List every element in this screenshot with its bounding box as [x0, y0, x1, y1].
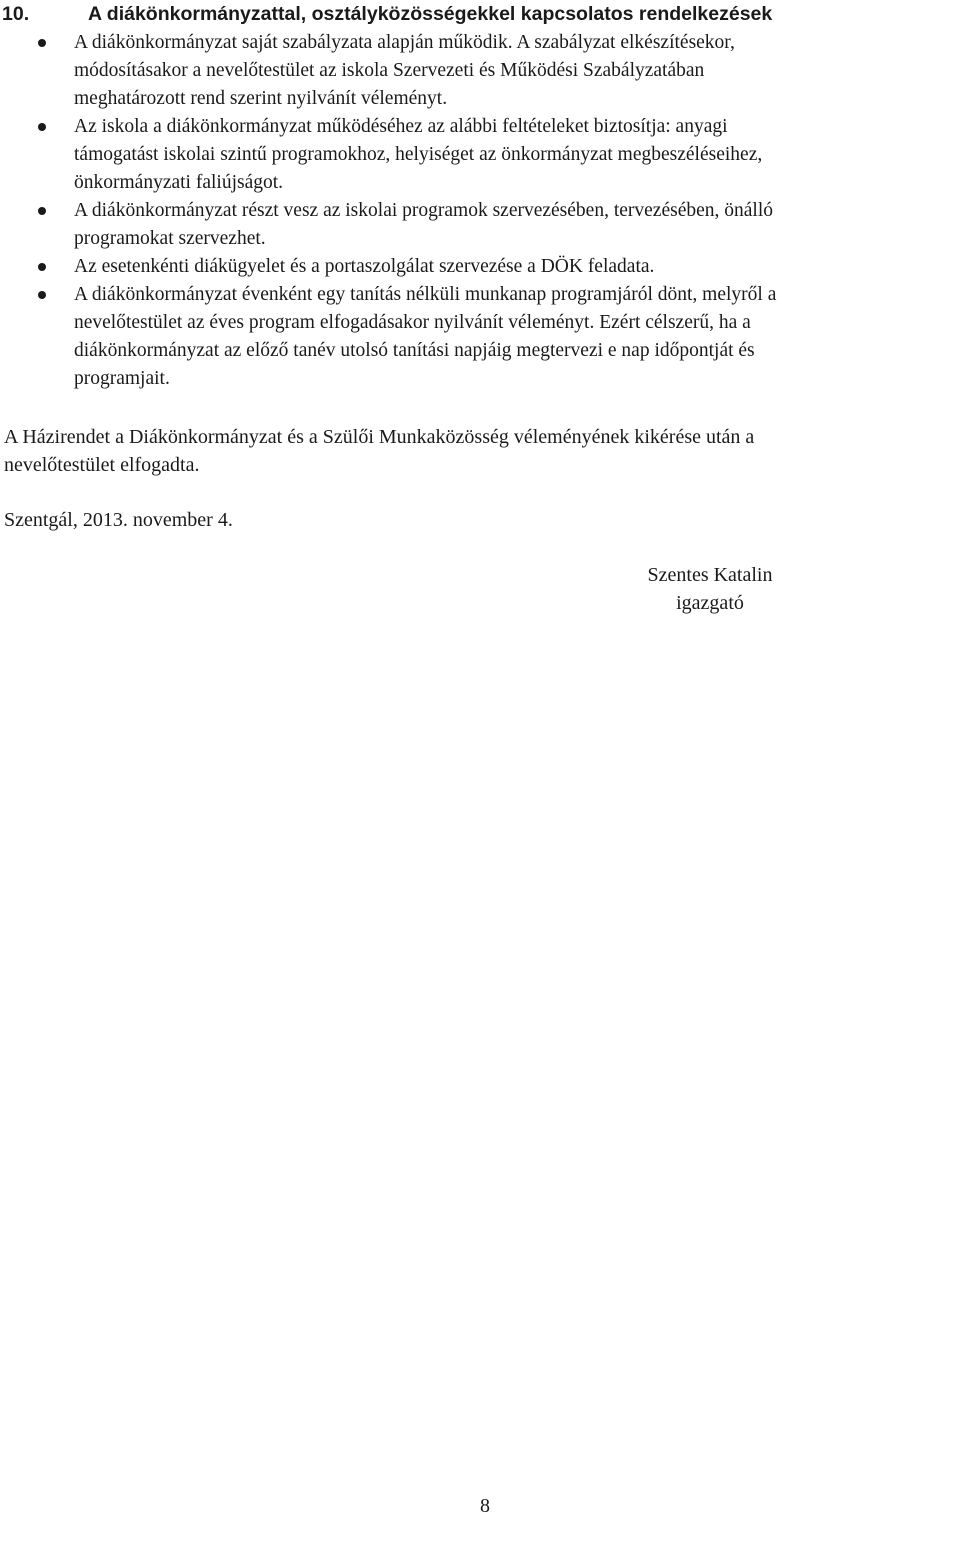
text-line: nevelőtestület az éves program elfogadásakor nyilvánít véleményt. Ezért célszerű, ha a — [74, 312, 751, 333]
list-item — [0, 113, 960, 197]
closing-paragraph — [4, 423, 754, 479]
text-line: Az esetenkénti diákügyelet és a portaszolgálat szervezése a DÖK feladata. — [74, 256, 655, 277]
text-line: A Házirendet a Diákönkormányzat és a Szülői Munkaközösség véleményének kikérése után a — [4, 426, 755, 448]
list-item — [0, 197, 960, 253]
bullet-icon — [38, 291, 46, 299]
list-item — [0, 29, 960, 113]
section-number: 10. — [2, 3, 30, 25]
text-line: meghatározott rend szerint nyilvánít véleményt. — [74, 88, 448, 109]
list-item — [0, 253, 960, 281]
signatory-role: igazgató — [676, 592, 744, 614]
text-line: módosításakor a nevelőtestület az iskola Szervezeti és Működési Szabályzatában — [74, 60, 705, 81]
text-line: programjait. — [74, 368, 170, 389]
signatory-name: Szentes Katalin — [647, 564, 773, 586]
text-line: diákönkormányzat az előző tanév utolsó tanítási napjáig megtervezi e nap időpontját és — [74, 340, 755, 361]
bullet-icon — [38, 39, 46, 47]
list-item — [0, 281, 960, 393]
section-title: A diákönkormányzattal, osztályközösségekkel kapcsolatos rendelkezések — [88, 3, 773, 25]
text-line: A diákönkormányzat évenként egy tanítás nélküli munkanap programjáról dönt, melyről a — [74, 284, 777, 305]
bullet-icon — [38, 207, 46, 215]
place-and-date: Szentgál, 2013. november 4. — [4, 509, 233, 531]
text-line: programokat szervezhet. — [74, 228, 266, 249]
provisions-list — [0, 29, 960, 393]
text-line: támogatást iskolai szintű programokhoz, helyiséget az önkormányzat megbeszéléseihez, — [74, 144, 763, 165]
section-heading — [0, 0, 960, 28]
text-line: Az iskola a diákönkormányzat működéséhez az alábbi feltételeket biztosítja: anyagi — [74, 116, 728, 137]
signature-block — [600, 561, 820, 617]
text-line: A diákönkormányzat részt vesz az iskolai programok szervezésében, tervezésében, önálló — [74, 200, 774, 221]
text-line: A diákönkormányzat saját szabályzata alapján működik. A szabályzat elkészítésekor, — [74, 32, 735, 53]
text-line: nevelőtestület elfogadta. — [4, 454, 200, 476]
bullet-icon — [38, 263, 46, 271]
text-line: önkormányzati faliújságot. — [74, 172, 284, 193]
bullet-icon — [38, 123, 46, 131]
page-number: 8 — [480, 1495, 490, 1517]
